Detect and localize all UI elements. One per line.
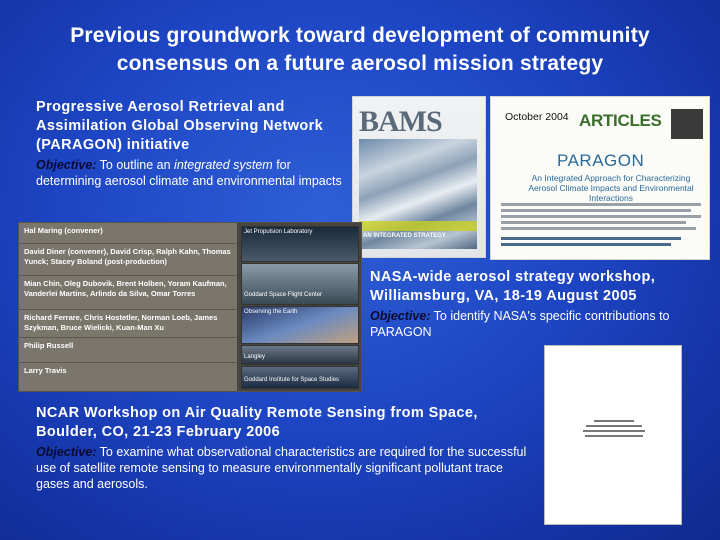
doc-text-lines: [583, 420, 645, 440]
jpl-thumb: [241, 226, 359, 262]
thumb-label: Goddard Space Flight Center: [244, 292, 323, 298]
ncar-section: [36, 404, 532, 492]
thumb-label: Jet Propulsion Laboratory: [244, 229, 313, 235]
cover-ribbon: [359, 221, 477, 231]
slide-title: Previous groundwork toward development of community consensus on a future aerosol mission strategy: [70, 24, 650, 75]
ncar-heading: NCAR Workshop on Air Quality Remote Sensing from Space, Boulder, CO, 21-23 February 2006: [36, 405, 478, 440]
nasa-section: [370, 268, 710, 340]
objective-text-post: for determining aerosol climate and environmental impacts: [36, 158, 342, 188]
ncar-objective: [36, 444, 532, 492]
langley-thumb: [241, 345, 359, 365]
objective-label: Objective:: [370, 309, 431, 323]
objective-label: Objective:: [36, 445, 97, 459]
paragon-objective: [36, 157, 346, 189]
nasa-heading: NASA-wide aerosol strategy workshop, Williamsburg, VA, 18-19 August 2005: [370, 269, 656, 304]
objective-text: To examine what observational characteristics are required for the successful use of satellite remote sensing to measure environmentally significant pollutant trace gases and aerosols.: [36, 445, 527, 491]
panel-row: Richard Ferrare, Chris Hostetler, Norman Loeb, James Szykman, Bruce Wielicki, Kuan-Man Xu: [19, 310, 237, 338]
author-line: [501, 203, 701, 206]
journal-logo-icon: [671, 109, 703, 139]
cover-caption: AN INTEGRATED STRATEGY: [363, 233, 446, 239]
thumb-label: Goddard Institute for Space Studies: [244, 377, 340, 383]
author-line: [501, 221, 686, 224]
panel-row: Larry Travis: [24, 366, 67, 375]
panel-row: David Diner (convener), David Crisp, Ralph Kahn, Thomas Yunck; Stacey Boland (post-production): [19, 244, 237, 276]
objective-text: To identify NASA's specific contributions to PARAGON: [370, 309, 670, 339]
panel-row: Mian Chin, Oleg Dubovik, Brent Holben, Yoram Kaufman, Vanderlei Martins, Arlindo da Silva, Omar Torres: [19, 276, 237, 310]
objective-text-italic: integrated system: [174, 158, 273, 172]
paragon-heading: Progressive Aerosol Retrieval and Assimilation Global Observing Network (PARAGON) initiative: [36, 99, 324, 153]
article-date: October 2004: [505, 111, 569, 123]
thumb-label: Langley: [244, 354, 266, 360]
bams-cover-image: [352, 96, 486, 258]
abstract-line: [501, 237, 681, 240]
workshop-panel-image: [18, 222, 362, 392]
paragon-article-image: [490, 96, 710, 260]
abstract-line: [501, 243, 671, 246]
article-title: PARAGON: [557, 151, 645, 170]
center-thumbnails: [237, 223, 361, 391]
paragon-section: [36, 98, 346, 189]
ncar-document-image: [544, 345, 682, 525]
author-line: [501, 215, 701, 218]
gsfc-thumb: [241, 263, 359, 305]
panel-row: Hal Maring (convener): [19, 223, 237, 244]
objective-text-pre: To outline an: [96, 158, 175, 172]
thumb-label: Observing the Earth: [244, 309, 298, 315]
panel-row: Philip Russell: [19, 338, 237, 363]
articles-label: ARTICLES: [579, 111, 662, 130]
author-line: [501, 209, 691, 212]
objective-label: Objective:: [36, 158, 97, 172]
bams-logo: BAMS: [359, 105, 442, 138]
article-subtitle: An Integrated Approach for Characterizing Aerosol Climate Impacts and Environmental Interactions: [528, 173, 694, 203]
giss-thumb: [241, 366, 359, 389]
earth-thumb: [241, 306, 359, 344]
author-line: [501, 227, 696, 230]
nasa-objective: [370, 308, 710, 340]
